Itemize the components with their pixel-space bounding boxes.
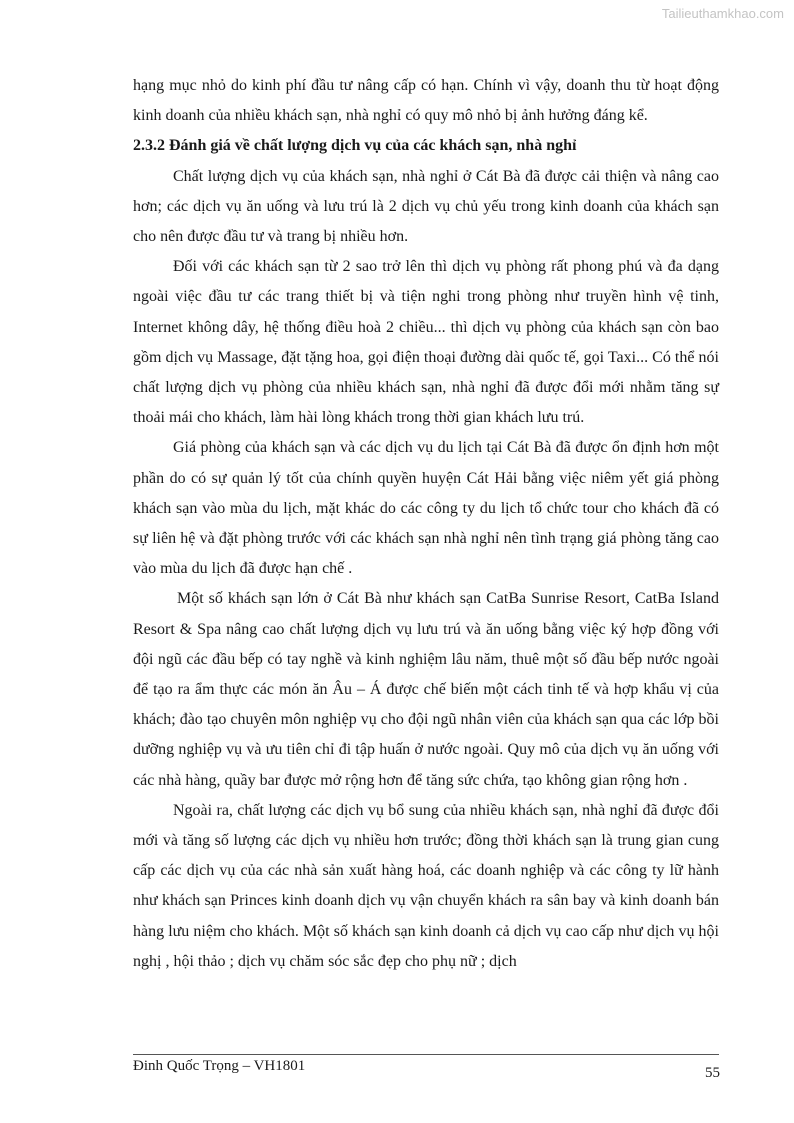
paragraph-room-prices: Giá phòng của khách sạn và các dịch vụ du lịch tại Cát Bà đã được ổn định hơn một phần do có sự quản lý tốt của chính quyền huyện Cát Hải bằng việc niêm yết giá phòng khách sạn vào mùa du lịch, mặt khác do các công ty du lịch tổ chức tour cho khách đã có sự liên hệ và đặt phòng trước với các khách sạn nhà nghỉ nên tình trạng giá phòng tăng cao vào mùa du lịch đã được hạn chế . bbox=[133, 439, 719, 578]
watermark: Tailieuthamkhao.com bbox=[661, 6, 784, 21]
page-body bbox=[133, 71, 719, 977]
paragraph-continuation: hạng mục nhỏ do kinh phí đầu tư nâng cấp có hạn. Chính vì vậy, doanh thu từ hoạt động kinh doanh của nhiều khách sạn, nhà nghỉ có quy mô nhỏ bị ảnh hưởng đáng kể. bbox=[133, 77, 719, 125]
paragraph-large-hotels: Một số khách sạn lớn ở Cát Bà như khách sạn CatBa Sunrise Resort, CatBa Island Resort & Spa nâng cao chất lượng dịch vụ lưu trú và ăn uống bằng việc ký hợp đồng với đội ngũ các đầu bếp có tay nghề và kinh nghiệm lâu năm, thuê một số đầu bếp nước ngoài để tạo ra ẩm thực các món ăn Âu – Á được chế biến một cách tinh tế và hợp khẩu vị của khách; đào tạo chuyên môn nghiệp vụ cho đội ngũ nhân viên của khách sạn qua các lớp bồi dưỡng nghiệp vụ và ưu tiên chỉ đi tập huấn ở nước ngoài. Quy mô của dịch vụ ăn uống với các nhà hàng, quầy bar được mở rộng hơn để tăng sức chứa, tạo không gian rộng hơn . bbox=[133, 590, 719, 789]
paragraph-room-services: Đối với các khách sạn từ 2 sao trở lên thì dịch vụ phòng rất phong phú và đa dạng ngoài việc đầu tư các trang thiết bị và tiện nghi trong phòng như truyền hình vệ tinh, Internet không dây, hệ thống điều hoà 2 chiều... thì dịch vụ phòng của khách sạn còn bao gồm dịch vụ Massage, đặt tặng hoa, gọi điện thoại đường dài quốc tế, gọi Taxi... Có thể nói chất lượng dịch vụ phòng của nhiều khách sạn, nhà nghỉ đã được đổi mới nhằm tăng sự thoải mái cho khách, làm hài lòng khách trong thời gian khách lưu trú. bbox=[133, 258, 719, 427]
footer-author: Đinh Quốc Trọng – VH1801 bbox=[133, 1058, 306, 1074]
footer-divider bbox=[133, 1054, 719, 1055]
paragraph-service-quality: Chất lượng dịch vụ của khách sạn, nhà nghỉ ở Cát Bà đã được cải thiện và nâng cao hơn; các dịch vụ ăn uống và lưu trú là 2 dịch vụ chủ yếu trong kinh doanh của khách sạn cho nên được đầu tư và trang bị nhiều hơn. bbox=[133, 167, 719, 246]
section-heading: 2.3.2 Đánh giá về chất lượng dịch vụ của các khách sạn, nhà nghỉ bbox=[133, 137, 577, 155]
paragraph-additional-services: Ngoài ra, chất lượng các dịch vụ bổ sung của nhiều khách sạn, nhà nghỉ đã được đổi mới và tăng số lượng các dịch vụ nhiều hơn trước; đồng thời khách sạn là trung gian cung cấp các dịch vụ của các nhà sản xuất hàng hoá, các doanh nghiệp và các công ty lữ hành như khách sạn Princes kinh doanh dịch vụ vận chuyển khách ra sân bay và kinh doanh bán hàng lưu niệm cho khách. Một số khách sạn kinh doanh cả dịch vụ cao cấp như dịch vụ hội nghị , hội thảo ; dịch vụ chăm sóc sắc đẹp cho phụ nữ ; dịch bbox=[133, 801, 719, 970]
page-number: 55 bbox=[705, 1065, 720, 1081]
